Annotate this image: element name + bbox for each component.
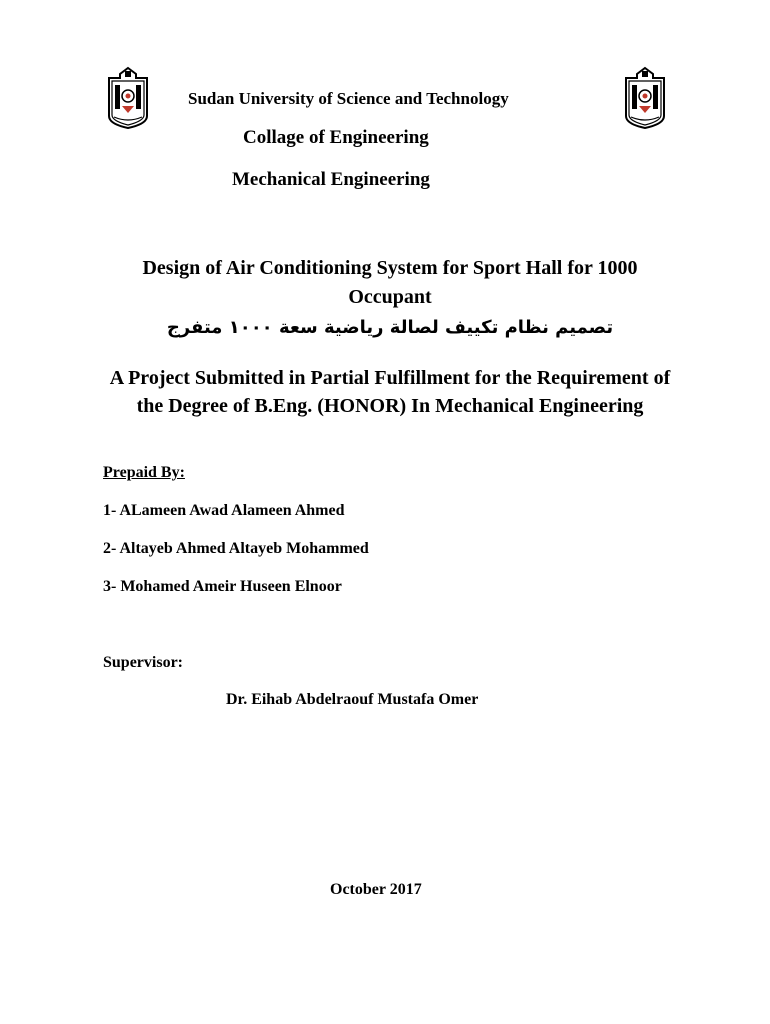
college-name: Collage of Engineering [243,127,429,148]
author-item: 2- Altayeb Ahmed Altayeb Mohammed [103,540,369,557]
author-item: 3- Mohamed Ameir Huseen Elnoor [103,578,342,595]
project-title: Design of Air Conditioning System for Sport Hall for 1000 Occupant [142,257,638,308]
submission-date: October 2017 [330,881,422,898]
author-item: 1- ALameen Awad Alameen Ahmed [103,502,345,519]
supervisor-label: Supervisor: [103,654,183,671]
prepared-by-label: Prepaid By: [103,464,185,481]
university-name: Sudan University of Science and Technology [188,89,509,108]
department-name: Mechanical Engineering [232,169,430,190]
submission-statement: A Project Submitted in Partial Fulfillment for the Requirement of the Degree of B.Eng. (HONOR) In Mechanical Engineering [109,367,671,417]
university-emblem-right-icon [620,66,670,130]
university-emblem-left-icon [103,66,153,130]
supervisor-name: Dr. Eihab Abdelraouf Mustafa Omer [226,691,479,708]
project-title-arabic: تصميم نظام تكييف لصالة رياضية سعة ١٠٠٠ متفرج [166,317,614,338]
